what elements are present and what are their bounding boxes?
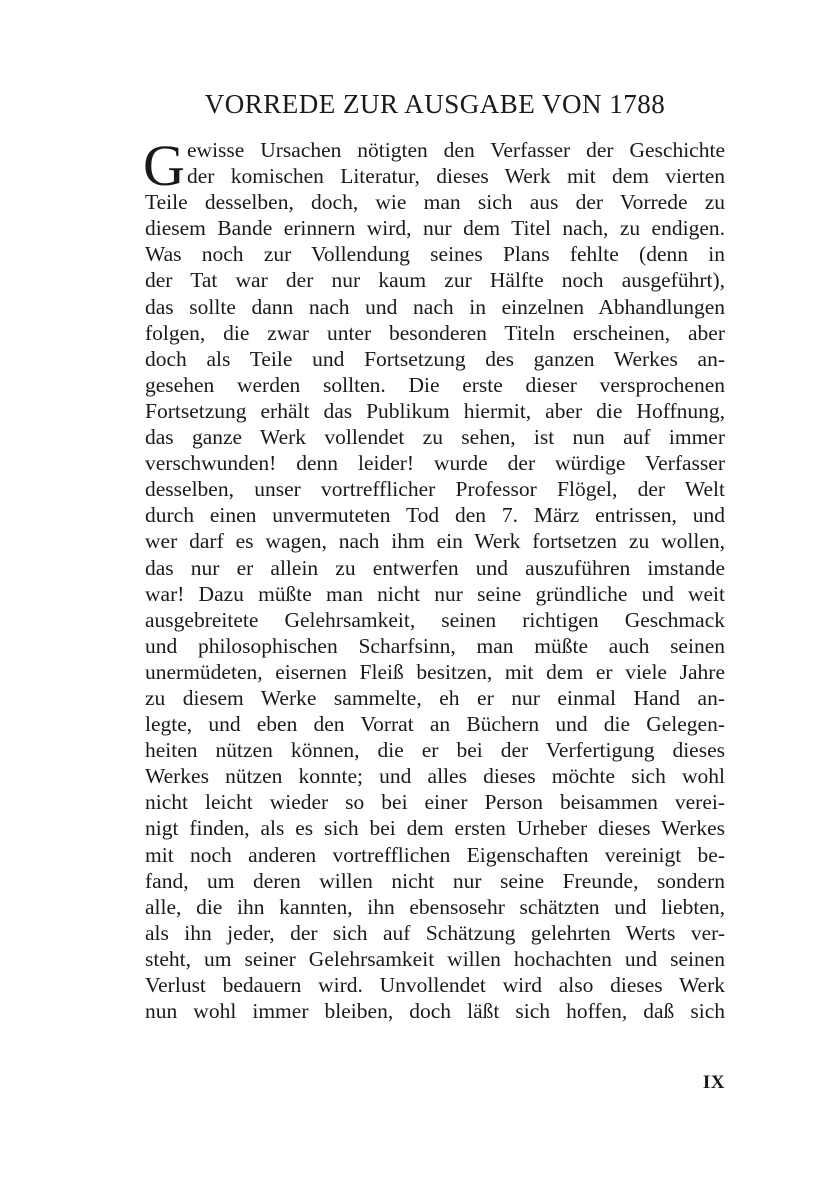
text-line: Was noch zur Vollendung seines Plans fehlte (denn in [145,242,725,267]
text-line: desselben, unser vortrefflicher Professor Flögel, der Welt [145,477,725,502]
text-line: steht, um seiner Gelehrsamkeit willen hochachten und seinen [145,946,725,971]
text-line: nicht leicht wieder so bei einer Person beisammen verei- [145,790,725,815]
text-line: gesehen werden sollten. Die erste dieser versprochenen [145,372,725,397]
text-line: das nur er allein zu entwerfen und auszuführen imstande [145,555,725,580]
text-line: Werkes nützen konnte; und alles dieses möchte sich wohl [145,764,725,789]
text-line: folgen, die zwar unter besonderen Titeln erscheinen, aber [145,320,725,345]
text-line: der Tat war der nur kaum zur Hälfte noch ausgeführt), [145,268,725,293]
text-line: der komischen Literatur, dieses Werk mit dem vierten [187,164,725,189]
text-line: legte, und eben den Vorrat an Büchern und die Gelegen- [145,712,725,737]
text-line: und philosophischen Scharfsinn, man müßte auch seinen [145,633,725,658]
text-line: Fortsetzung erhält das Publikum hiermit, aber die Hoffnung, [145,398,725,423]
text-line: Verlust bedauern wird. Unvollendet wird also dieses Werk [145,973,725,997]
text-line: ausgebreitete Gelehrsamkeit, seinen richtigen Geschmack [145,607,725,632]
text-line: als ihn jeder, der sich auf Schätzung gelehrten Werts ver- [145,920,725,945]
text-line: wer darf es wagen, nach ihm ein Werk fortsetzen zu wollen, [145,529,725,554]
text-line: nigt finden, als es sich bei dem ersten Urheber dieses Werkes [145,816,725,841]
page-title: VORREDE ZUR AUSGABE VON 1788 [204,89,666,119]
text-line: mit noch anderen vortrefflichen Eigenschaften vereinigt be- [145,842,725,867]
text-line: das ganze Werk vollendet zu sehen, ist nun auf immer [145,425,725,450]
text-line: diesem Bande erinnern wird, nur dem Titel nach, zu endigen. [145,216,725,241]
text-line: nun wohl immer bleiben, doch läßt sich hoffen, daß sich [145,999,725,1024]
text-line: durch einen unvermuteten Tod den 7. März entrissen, und [145,503,725,528]
text-lines [143,133,725,1024]
text-line: heiten nützen können, die er bei der Verfertigung dieses [145,738,725,763]
text-line: alle, die ihn kannten, ihn ebensosehr schätzten und liebten, [145,894,725,919]
page-number: IX [702,1072,725,1093]
text-line: das sollte dann nach und nach in einzelnen Abhandlungen [145,294,725,319]
text-line: fand, um deren willen nicht nur seine Freunde, sondern [145,868,725,893]
text-line: Teile desselben, doch, wie man sich aus der Vorrede zu [145,190,725,215]
text-line: war! Dazu müßte man nicht nur seine gründliche und weit [145,581,725,606]
body-text [143,133,725,1024]
text-line: unermüdeten, eisernen Fleiß besitzen, mit dem er viele Jahre [145,659,725,684]
drop-cap: G [143,133,185,198]
text-line: zu diesem Werke sammelte, eh er nur einmal Hand an- [145,685,725,710]
text-line: ewisse Ursachen nötigten den Verfasser der Geschichte [187,138,725,162]
text-line: verschwunden! denn leider! wurde der würdige Verfasser [145,451,725,476]
text-line: doch als Teile und Fortsetzung des ganzen Werkes an- [145,346,725,371]
